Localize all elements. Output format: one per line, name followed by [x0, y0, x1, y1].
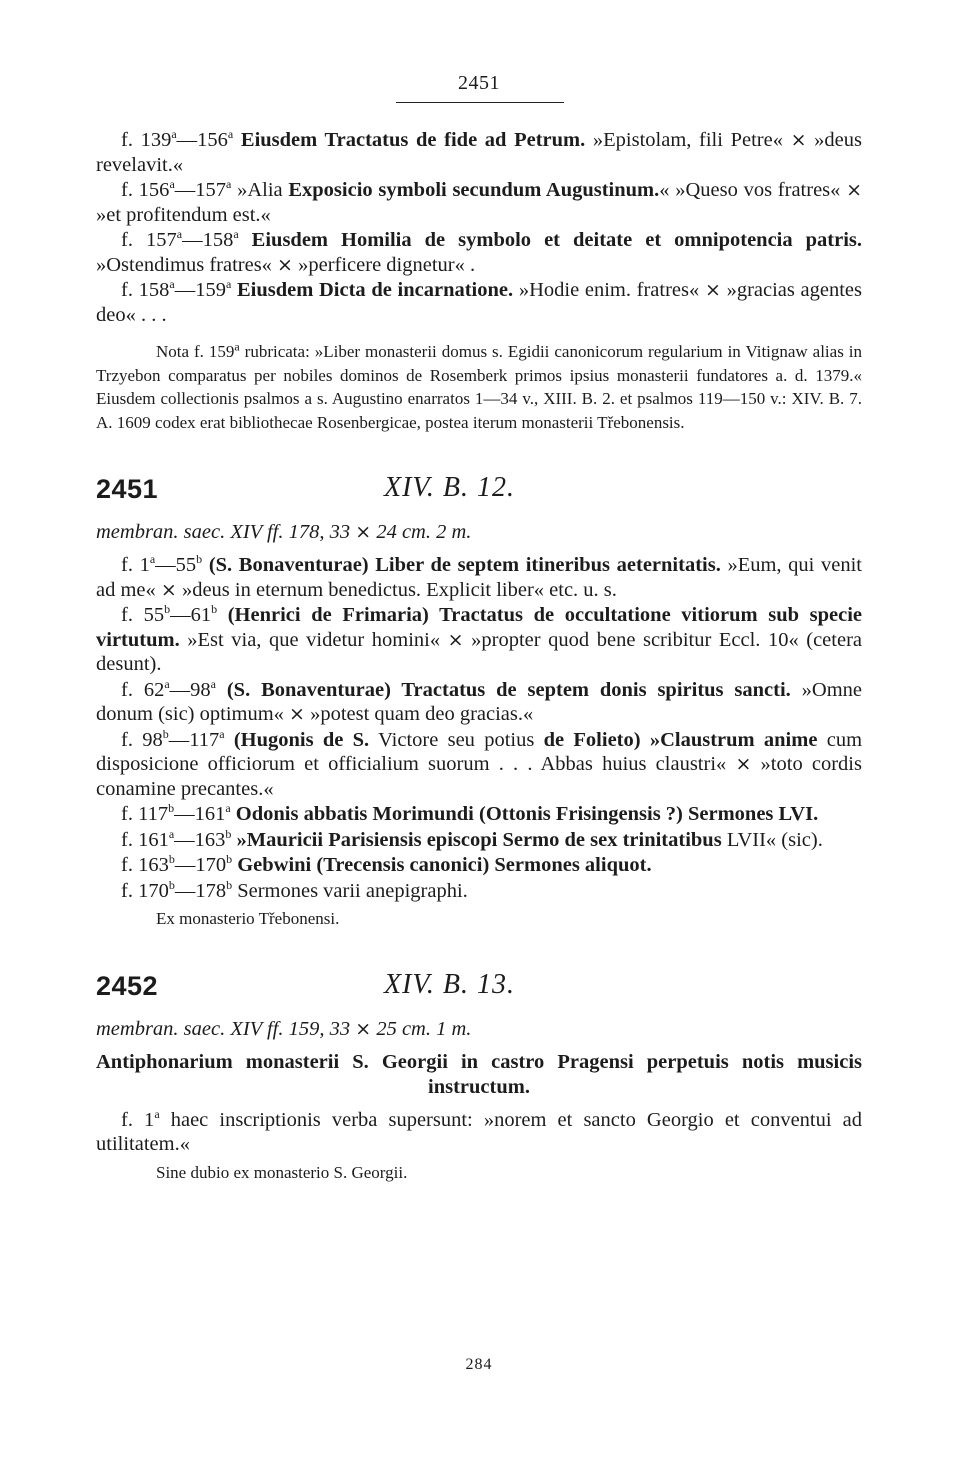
item-title: Gebwini (Trecensis canonici) Sermones aliquot. — [237, 854, 652, 876]
cross-mark: × — [846, 179, 863, 201]
item-156-157: f. 156$^a$—157$^a$ »Alia Exposicio symboli secundum Augustinum.« »Queso vos fratres« × »et profitendum est.« — [96, 177, 863, 226]
cross-mark: × — [704, 279, 721, 301]
codex-description: membran. saec. XIV ff. 178, 33 × 24 cm. 2 m. — [96, 521, 472, 543]
item-163-170: f. 163$^b$—170$^b$ Gebwini (Trecensis canonici) Sermones aliquot. — [121, 852, 652, 876]
note-paragraph: Nota f. 159$^a$ rubricata: »Liber monasterii domus s. Egidii canonicorum regularium in Vitignaw alias in Trzyebon comparatus per nobiles dominos de Rosemberk primos ipsius monasterii fundatores a. d. 1379.« Eiusdem collectionis psalmos a s. Augustino enarratos 1—34 v., XIII. B. 2. et psalmos 119—150 v.: XIV. B. 7. A. 1609 codex erat bibliothecae Rosenbergicae, postea iterum monasterii Třebonensis. — [96, 339, 862, 432]
entry-heading-2452 — [96, 967, 862, 1017]
header-rule — [396, 102, 564, 103]
entry-heading-2451 — [96, 470, 862, 520]
item-title: (Hugonis de S. — [233, 728, 370, 751]
cross-mark: × — [735, 753, 752, 775]
codex-description: membran. saec. XIV ff. 159, 33 × 25 cm. 1 m. — [96, 1017, 472, 1040]
item-title: (Henrici de Frimaria) Tractatus de occultatione vitiorum sub specie virtutum. — [96, 604, 863, 651]
item-170-178: f. 170$^b$—178$^b$ Sermones varii anepigraphi. — [121, 877, 468, 902]
item-title: Odonis abbatis Morimundi (Ottonis Frisingensis ?) Sermones LVI. — [235, 803, 819, 825]
provenance-note: Sine dubio ex monasterio S. Georgii. — [156, 1162, 408, 1182]
shelf-signature: XIV. B. 13. — [384, 968, 516, 1000]
cross-mark: × — [289, 703, 305, 725]
spacer — [96, 328, 862, 340]
shelf-signature: XIV. B. 12. — [384, 472, 516, 503]
item-title: Exposicio symboli secundum Augustinum. — [288, 179, 660, 201]
item-139-156: f. 139$^a$—156$^a$ Eiusdem Tractatus de fide ad Petrum. »Epistolam, fili Petre« × »deus revelavit.« — [96, 127, 862, 176]
item-55-61: f. 55$^b$—61$^b$ (Henrici de Frimaria) Tractatus de occultatione vitiorum sub specie virtutum. »Est via, que videtur homini« × »propter quod bene scribitur Eccl. 10« (cetera desunt). — [96, 602, 863, 675]
item-1-inscription: f. 1$^a$ haec inscriptionis verba supersunt: »norem et sancto Georgio et conventui ad utilitatem.« — [96, 1106, 863, 1155]
item-157-158: f. 157$^a$—158$^a$ Eiusdem Homilia de symbolo et deitate et omnipotencia patris. »Ostendimus fratres« × »perficere dignetur« . — [96, 227, 863, 276]
item-title: (S. Bonaventurae) Liber de septem itineribus aeternitatis. — [208, 554, 721, 576]
item-161-163: f. 161$^a$—163$^b$ »Mauricii Parisiensis episcopi Sermo de sex trinitatibus LVII« (sic). — [121, 826, 823, 851]
item-title: »Mauricii Parisiensis episcopi Sermo de sex trinitatibus — [236, 828, 722, 851]
item-62-98: f. 62$^a$—98$^a$ (S. Bonaventurae) Tractatus de septem donis spiritus sancti. »Omne donum (sic) optimum« × »potest quam deo gracias.« — [96, 676, 862, 725]
item-title-continued: de Folieto) »Claustrum anime — [543, 728, 818, 751]
catalogue-body — [96, 128, 862, 1184]
page — [96, 0, 862, 1477]
item-title: (S. Bonaventurae) Tractatus de septem donis spiritus sancti. — [226, 678, 791, 701]
page-number: 284 — [465, 1356, 493, 1373]
cross-mark: × — [160, 578, 177, 601]
item-98-117: f. 98$^b$—117$^a$ (Hugonis de S. Victore seu potius de Folieto) »Claustrum anime cum disposicione officiorum et officialium suorum . . . Abbas huius claustri« × »toto cordis conamine precantes.« — [96, 726, 863, 800]
item-117-161: f. 117$^b$—161$^a$ Odonis abbatis Morimundi (Ottonis Frisingensis ?) Sermones LVI. — [121, 801, 819, 825]
item-158-159: f. 158$^a$—159$^a$ Eiusdem Dicta de incarnatione. »Hodie enim. fratres« × »gracias agentes deo« . . . — [96, 277, 863, 326]
entry-number: 2452 — [96, 970, 159, 1001]
provenance-note: Ex monasterio Třebonensi. — [156, 909, 340, 928]
item-title: Eiusdem Dicta de incarnatione. — [236, 279, 514, 301]
entry-number: 2451 — [96, 474, 159, 504]
running-head: 2451 — [458, 72, 500, 94]
codex-title: Antiphonarium monasterii S. Georgii in castro Pragensi perpetuis notis musicis instructum. — [96, 1050, 862, 1098]
cross-mark: × — [790, 129, 807, 151]
cross-mark: × — [447, 628, 464, 651]
item-title: Eiusdem Tractatus de fide ad Petrum. — [240, 129, 586, 151]
item-1-55: f. 1$^a$—55$^b$ (S. Bonaventurae) Liber de septem itineribus aeternitatis. »Eum, qui venit ad me« × »deus in eternum benedictus. Explicit liber« etc. u. s. — [96, 552, 863, 601]
cross-mark: × — [277, 253, 293, 276]
item-title: Eiusdem Homilia de symbolo et deitate et omnipotencia patris. — [251, 229, 863, 251]
